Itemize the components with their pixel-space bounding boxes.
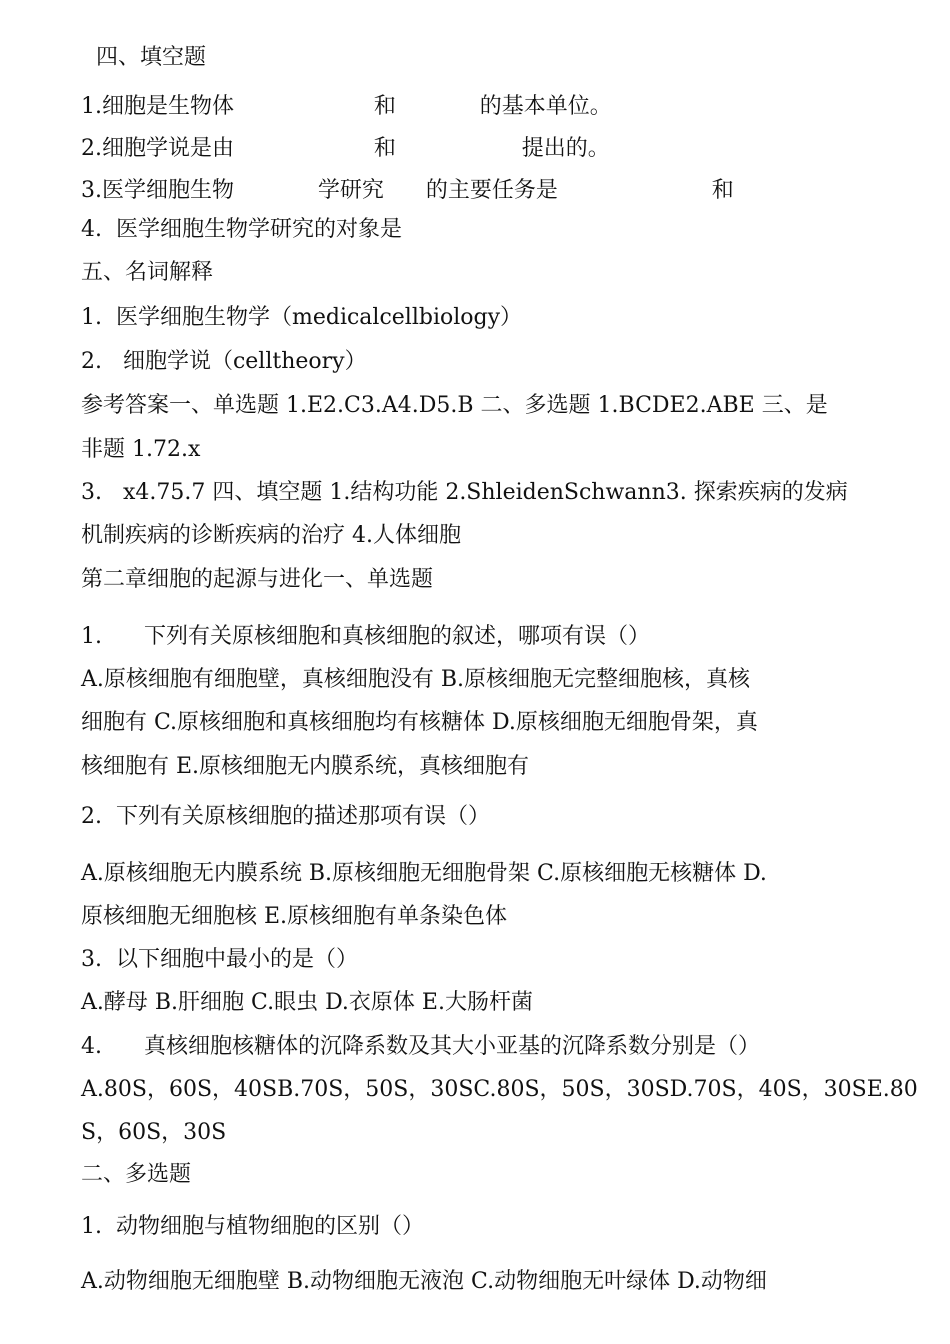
question-options: A.原核细胞有细胞壁，真核细胞没有 B.原核细胞无完整细胞核，真核: [81, 667, 751, 692]
text-line: 3.医学细胞生物 学研究 的主要任务是 和: [81, 178, 734, 203]
question-options: 核细胞有 E.原核细胞无内膜系统，真核细胞有: [81, 754, 530, 779]
question-text: 1. 动物细胞与植物细胞的区别（）: [81, 1214, 424, 1239]
text-line: 2.细胞学说是由 和 提出的。: [81, 136, 610, 161]
question-options: 细胞有 C.原核细胞和真核细胞均有核糖体 D.原核细胞无细胞骨架，真: [81, 710, 758, 735]
question-text: 2. 下列有关原核细胞的描述那项有误（）: [81, 804, 490, 829]
question-options: S，60S，30S: [81, 1120, 227, 1145]
text-line: 2. 细胞学说（celltheory）: [81, 349, 367, 374]
section-heading-multi-choice: 二、多选题: [81, 1162, 192, 1187]
section-heading-fill-blank: 四、填空题: [96, 45, 207, 70]
question-text: 4. 真核细胞核糖体的沉降系数及其大小亚基的沉降系数分别是（）: [81, 1034, 760, 1059]
question-text: 1. 下列有关原核细胞和真核细胞的叙述，哪项有误（）: [81, 624, 650, 649]
section-heading-terms: 五、名词解释: [81, 260, 214, 285]
question-options: A.动物细胞无细胞壁 B.动物细胞无液泡 C.动物细胞无叶绿体 D.动物细: [81, 1269, 767, 1294]
chapter-heading: 第二章细胞的起源与进化一、单选题: [81, 567, 434, 592]
text-line: 1. 医学细胞生物学（medicalcellbiology）: [81, 305, 523, 330]
answer-key-line: 3. x4.75.7 四、填空题 1.结构功能 2.ShleidenSchwann3. 探索疾病的发病: [81, 480, 848, 505]
answer-key-line: 参考答案一、单选题 1.E2.C3.A4.D5.B 二、多选题 1.BCDE2.ABE 三、是: [81, 393, 828, 418]
question-options: 原核细胞无细胞核 E.原核细胞有单条染色体: [81, 904, 508, 929]
text-line: 4. 医学细胞生物学研究的对象是: [81, 217, 402, 242]
question-options: A.原核细胞无内膜系统 B.原核细胞无细胞骨架 C.原核细胞无核糖体 D.: [81, 861, 767, 886]
answer-key-line: 机制疾病的诊断疾病的治疗 4.人体细胞: [81, 523, 461, 548]
question-options: A.80S，60S，40SB.70S，50S，30SC.80S，50S，30SD.70S，40S，30SE.80: [81, 1077, 918, 1102]
question-options: A.酵母 B.肝细胞 C.眼虫 D.衣原体 E.大肠杆菌: [81, 990, 533, 1015]
question-text: 3. 以下细胞中最小的是（）: [81, 947, 358, 972]
answer-key-line: 非题 1.72.x: [81, 437, 201, 462]
text-line: 1.细胞是生物体 和 的基本单位。: [81, 94, 612, 119]
